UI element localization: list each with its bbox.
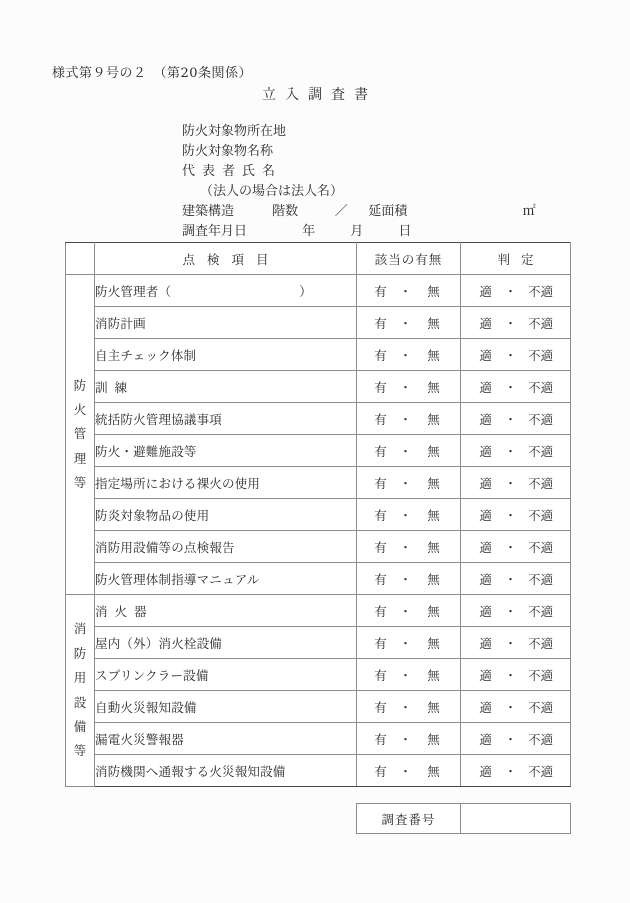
- table-row: [66, 403, 571, 435]
- field-representative-note: [182, 182, 582, 202]
- table-row: [66, 691, 571, 723]
- applicable-cell[interactable]: [357, 403, 461, 435]
- field-representative: [182, 162, 582, 182]
- option-second[interactable]: 不適: [527, 731, 553, 747]
- item-label-suffix: ）: [299, 283, 312, 299]
- option-second[interactable]: 無: [427, 411, 440, 427]
- applicable-cell[interactable]: [357, 339, 461, 371]
- field-survey-date: [182, 222, 582, 242]
- option-second[interactable]: 無: [427, 475, 440, 491]
- survey-number-label: 調査番号: [357, 804, 461, 834]
- judgement-cell[interactable]: [461, 659, 571, 691]
- option-second[interactable]: 不適: [527, 603, 553, 619]
- option-separator: ・: [399, 379, 412, 395]
- building-info-fields: [182, 122, 582, 242]
- option-second[interactable]: 不適: [527, 667, 553, 683]
- option-separator: ・: [399, 571, 412, 587]
- group-label: 消防用設備等: [73, 621, 87, 759]
- option-separator: ・: [504, 539, 517, 555]
- table-row: [66, 275, 571, 307]
- field-month-label: 月: [350, 224, 364, 239]
- option-first[interactable]: 適: [479, 475, 492, 491]
- option-separator: ・: [504, 507, 517, 523]
- table-row: [66, 435, 571, 467]
- survey-number-table: [356, 803, 571, 834]
- option-first[interactable]: 適: [479, 763, 492, 779]
- field-building-name: [182, 142, 582, 162]
- option-separator: ・: [399, 603, 412, 619]
- option-second[interactable]: 無: [427, 379, 440, 395]
- header-group-cell: [66, 243, 95, 275]
- judgement-cell[interactable]: [461, 563, 571, 595]
- option-second[interactable]: 無: [427, 507, 440, 523]
- table-row: [66, 531, 571, 563]
- judgement-cell[interactable]: [461, 595, 571, 627]
- option-separator: ・: [504, 763, 517, 779]
- applicable-cell[interactable]: [357, 435, 461, 467]
- item-label: 屋内（外）消火栓設備: [95, 627, 357, 659]
- field-structure-label: 建築構造: [182, 204, 235, 219]
- option-second[interactable]: 無: [427, 635, 440, 651]
- option-second[interactable]: 不適: [527, 443, 553, 459]
- option-second[interactable]: 無: [427, 571, 440, 587]
- judgement-cell[interactable]: [461, 755, 571, 787]
- item-label: 防火・避難施設等: [95, 435, 357, 467]
- field-building-name-label: 防火対象物名称: [182, 144, 274, 159]
- option-separator: ・: [399, 731, 412, 747]
- header-judgement: 判定: [461, 243, 571, 275]
- judgement-cell[interactable]: [461, 403, 571, 435]
- item-label: 指定場所における裸火の使用: [95, 467, 357, 499]
- applicable-cell[interactable]: [357, 659, 461, 691]
- option-second[interactable]: 不適: [527, 763, 553, 779]
- option-first[interactable]: 有: [374, 283, 387, 299]
- option-first[interactable]: 有: [374, 315, 387, 331]
- judgement-cell[interactable]: [461, 339, 571, 371]
- option-first[interactable]: 有: [374, 347, 387, 363]
- item-label: 防火管理体制指導マニュアル: [95, 563, 357, 595]
- option-separator: ・: [504, 667, 517, 683]
- option-first[interactable]: 有: [374, 763, 387, 779]
- inspection-table: [65, 242, 571, 787]
- table-row: [66, 499, 571, 531]
- option-first[interactable]: 適: [479, 379, 492, 395]
- option-first[interactable]: 有: [374, 507, 387, 523]
- option-second[interactable]: 不適: [527, 571, 553, 587]
- option-first[interactable]: 有: [374, 699, 387, 715]
- option-separator: ・: [399, 283, 412, 299]
- option-second[interactable]: 無: [427, 603, 440, 619]
- applicable-cell[interactable]: [357, 563, 461, 595]
- option-separator: ・: [504, 635, 517, 651]
- table-row: [66, 595, 571, 627]
- option-separator: ・: [399, 443, 412, 459]
- group-label-cell: [66, 275, 95, 595]
- applicable-cell[interactable]: [357, 723, 461, 755]
- option-second[interactable]: 不適: [527, 635, 553, 651]
- option-separator: ・: [399, 763, 412, 779]
- item-label: 自動火災報知設備: [95, 691, 357, 723]
- judgement-cell[interactable]: [461, 499, 571, 531]
- field-total-area-label: 延面積: [368, 204, 408, 219]
- judgement-cell[interactable]: [461, 371, 571, 403]
- survey-number-box: [356, 803, 570, 834]
- applicable-cell[interactable]: [357, 467, 461, 499]
- survey-number-value[interactable]: [461, 804, 571, 834]
- item-label: 訓練: [95, 371, 357, 403]
- option-first[interactable]: 有: [374, 603, 387, 619]
- table-header-row: [66, 243, 571, 275]
- option-second[interactable]: 不適: [527, 475, 553, 491]
- field-survey-date-label: 調査年月日: [182, 224, 248, 239]
- option-separator: ・: [399, 475, 412, 491]
- option-second[interactable]: 不適: [527, 411, 553, 427]
- judgement-cell[interactable]: [461, 467, 571, 499]
- field-slash: ／: [334, 204, 348, 219]
- field-day-label: 日: [398, 224, 412, 239]
- option-separator: ・: [399, 667, 412, 683]
- option-separator: ・: [399, 539, 412, 555]
- option-first[interactable]: 有: [374, 475, 387, 491]
- field-location-label: 防火対象物所在地: [182, 124, 287, 139]
- judgement-cell[interactable]: [461, 723, 571, 755]
- header-item: 点検項目: [95, 243, 357, 275]
- form-number: 様式第９号の２ （第20条関係）: [52, 66, 253, 81]
- judgement-cell[interactable]: [461, 435, 571, 467]
- applicable-cell[interactable]: [357, 307, 461, 339]
- option-first[interactable]: 適: [479, 635, 492, 651]
- judgement-cell[interactable]: [461, 691, 571, 723]
- option-separator: ・: [504, 603, 517, 619]
- applicable-cell[interactable]: [357, 371, 461, 403]
- option-separator: ・: [504, 475, 517, 491]
- option-second[interactable]: 無: [427, 539, 440, 555]
- option-separator: ・: [504, 315, 517, 331]
- option-separator: ・: [504, 443, 517, 459]
- option-second[interactable]: 無: [427, 731, 440, 747]
- item-label: [95, 275, 357, 307]
- table-row: [66, 339, 571, 371]
- item-label: 消防計画: [95, 307, 357, 339]
- option-second[interactable]: 不適: [527, 539, 553, 555]
- option-first[interactable]: 有: [374, 667, 387, 683]
- option-first[interactable]: 有: [374, 571, 387, 587]
- item-label: 防炎対象物品の使用: [95, 499, 357, 531]
- option-separator: ・: [504, 699, 517, 715]
- applicable-cell[interactable]: [357, 627, 461, 659]
- option-first[interactable]: 適: [479, 539, 492, 555]
- option-first[interactable]: 適: [479, 507, 492, 523]
- inspection-table-wrap: [65, 242, 570, 787]
- applicable-cell[interactable]: [357, 691, 461, 723]
- item-label: 漏電火災警報器: [95, 723, 357, 755]
- option-second[interactable]: 不適: [527, 283, 553, 299]
- option-separator: ・: [399, 507, 412, 523]
- option-second[interactable]: 無: [427, 699, 440, 715]
- field-area-unit: ㎡: [522, 204, 536, 219]
- table-row: [66, 723, 571, 755]
- option-separator: ・: [504, 571, 517, 587]
- inspection-table-body: [66, 243, 571, 787]
- table-row: [66, 371, 571, 403]
- option-first[interactable]: 適: [479, 667, 492, 683]
- table-row: [66, 563, 571, 595]
- option-second[interactable]: 無: [427, 763, 440, 779]
- field-structure-area: [182, 202, 582, 222]
- option-second[interactable]: 不適: [527, 379, 553, 395]
- option-first[interactable]: 有: [374, 443, 387, 459]
- applicable-cell[interactable]: [357, 531, 461, 563]
- field-floors-label: 階数: [272, 204, 299, 219]
- option-second[interactable]: 不適: [527, 347, 553, 363]
- option-first[interactable]: 適: [479, 283, 492, 299]
- option-separator: ・: [504, 347, 517, 363]
- judgement-cell[interactable]: [461, 531, 571, 563]
- group-label-cell: [66, 595, 95, 787]
- option-separator: ・: [399, 699, 412, 715]
- option-first[interactable]: 適: [479, 347, 492, 363]
- option-second[interactable]: 不適: [527, 699, 553, 715]
- group-label: 防火管理等: [73, 377, 87, 491]
- option-first[interactable]: 有: [374, 539, 387, 555]
- option-first[interactable]: 適: [479, 603, 492, 619]
- option-separator: ・: [504, 731, 517, 747]
- option-second[interactable]: 不適: [527, 507, 553, 523]
- option-second[interactable]: 無: [427, 347, 440, 363]
- applicable-cell[interactable]: [357, 275, 461, 307]
- option-separator: ・: [399, 347, 412, 363]
- option-separator: ・: [399, 411, 412, 427]
- item-label: 統括防火管理協議事項: [95, 403, 357, 435]
- option-first[interactable]: 有: [374, 731, 387, 747]
- item-label: 自主チェック体制: [95, 339, 357, 371]
- option-second[interactable]: 不適: [527, 315, 553, 331]
- item-label: 消防用設備等の点検報告: [95, 531, 357, 563]
- option-separator: ・: [504, 379, 517, 395]
- judgement-cell[interactable]: [461, 627, 571, 659]
- option-first[interactable]: 有: [374, 635, 387, 651]
- field-representative-note-label: （法人の場合は法人名）: [200, 184, 344, 199]
- applicable-cell[interactable]: [357, 595, 461, 627]
- table-row: [66, 467, 571, 499]
- field-representative-label: 代表者氏名: [182, 164, 283, 179]
- header-applicable: 該当の有無: [357, 243, 461, 275]
- option-separator: ・: [504, 411, 517, 427]
- table-row: [66, 755, 571, 787]
- document-title: 立入調査書: [262, 87, 377, 103]
- option-first[interactable]: 適: [479, 315, 492, 331]
- table-row: [66, 307, 571, 339]
- applicable-cell[interactable]: [357, 499, 461, 531]
- applicable-cell[interactable]: [357, 755, 461, 787]
- option-first[interactable]: 有: [374, 379, 387, 395]
- survey-number-row: [357, 804, 571, 834]
- judgement-cell[interactable]: [461, 307, 571, 339]
- field-location: [182, 122, 582, 142]
- option-first[interactable]: 適: [479, 443, 492, 459]
- option-second[interactable]: 無: [427, 283, 440, 299]
- judgement-cell[interactable]: [461, 275, 571, 307]
- option-separator: ・: [399, 315, 412, 331]
- option-first[interactable]: 適: [479, 731, 492, 747]
- option-first[interactable]: 適: [479, 571, 492, 587]
- item-label: スプリンクラー設備: [95, 659, 357, 691]
- option-second[interactable]: 無: [427, 667, 440, 683]
- option-second[interactable]: 無: [427, 315, 440, 331]
- option-first[interactable]: 有: [374, 411, 387, 427]
- table-row: [66, 627, 571, 659]
- item-label: 消火器: [95, 595, 357, 627]
- option-second[interactable]: 無: [427, 443, 440, 459]
- table-row: [66, 659, 571, 691]
- item-label-prefix: 防火管理者（: [95, 283, 172, 299]
- option-first[interactable]: 適: [479, 411, 492, 427]
- item-label: 消防機関へ通報する火災報知設備: [95, 755, 357, 787]
- option-separator: ・: [504, 283, 517, 299]
- option-separator: ・: [399, 635, 412, 651]
- option-first[interactable]: 適: [479, 699, 492, 715]
- field-year-label: 年: [302, 224, 316, 239]
